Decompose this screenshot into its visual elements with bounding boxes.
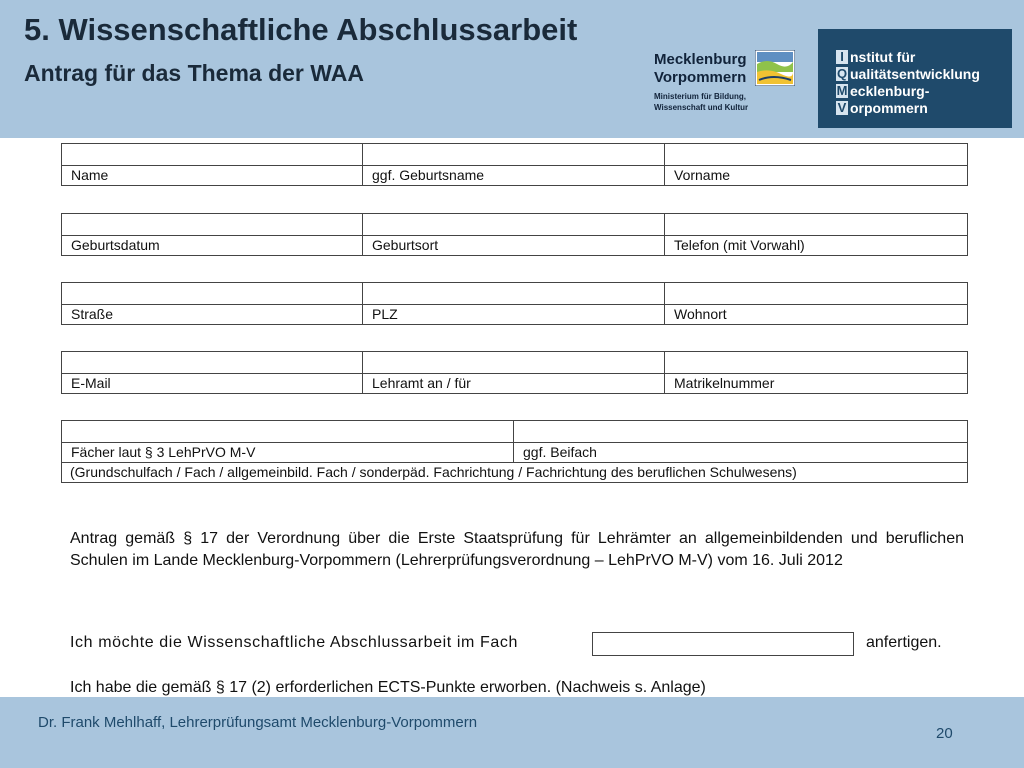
iq-row-4 <box>836 99 928 116</box>
iq-letter: V <box>837 99 847 115</box>
form-group-subjects <box>61 420 968 483</box>
subjects-field[interactable] <box>62 421 514 443</box>
footer-band <box>0 697 1024 768</box>
antrag-paragraph: Antrag gemäß § 17 der Verordnung über die Erste Staatsprüfung für Lehrämter an allgemeinbildenden und beruflichen Schulen im Lande Mecklenburg-Vorpommern (Lehrerprüfungsverordnung – LehPrVO M-V) vom 16. Juli 2012 <box>70 530 964 569</box>
name-field[interactable] <box>62 144 363 166</box>
iq-word: ecklenburg- <box>850 82 930 99</box>
iq-letter: I <box>836 50 848 64</box>
secondary-subject-label: ggf. Beifach <box>514 443 968 463</box>
form-group-birth <box>61 213 968 256</box>
iqmv-logo <box>818 29 1012 128</box>
page-number: 20 <box>936 725 953 742</box>
birthname-label: ggf. Geburtsname <box>363 166 665 186</box>
teaching-label: Lehramt an / für <box>363 374 665 394</box>
phone-field[interactable] <box>665 214 968 236</box>
matriculation-label: Matrikelnummer <box>665 374 968 394</box>
birthdate-field[interactable] <box>62 214 363 236</box>
slide-title: 5. Wissenschaftliche Abschlussarbeit <box>24 12 578 47</box>
mv-emblem-icon <box>755 50 795 86</box>
street-label: Straße <box>62 305 363 325</box>
mv-logo-sub2: Wissenschaft und Kultur <box>654 103 749 112</box>
birthname-field[interactable] <box>363 144 665 166</box>
header-band <box>0 0 1024 138</box>
zip-label: PLZ <box>363 305 665 325</box>
city-field[interactable] <box>665 283 968 305</box>
ects-statement: Ich habe die gemäß § 17 (2) erforderlichen ECTS-Punkte erworben. (Nachweis s. Anlage) <box>70 679 706 696</box>
iq-letter: Q <box>836 65 848 81</box>
city-label: Wohnort <box>665 305 968 325</box>
zip-field[interactable] <box>363 283 665 305</box>
form-group-name <box>61 143 968 186</box>
phone-label: Telefon (mit Vorwahl) <box>665 236 968 256</box>
slide-subtitle: Antrag für das Thema der WAA <box>24 60 364 86</box>
firstname-field[interactable] <box>665 144 968 166</box>
mv-logo-line1: Mecklenburg <box>654 51 747 68</box>
birthplace-field[interactable] <box>363 214 665 236</box>
birthdate-label: Geburtsdatum <box>62 236 363 256</box>
email-field[interactable] <box>62 352 363 374</box>
mv-logo-sub1: Ministerium für Bildung, <box>654 92 746 101</box>
iq-row-2 <box>836 65 980 82</box>
fach-text-after: anfertigen. <box>866 634 942 651</box>
fach-text-before: Ich möchte die Wissenschaftliche Abschlussarbeit im Fach <box>70 634 518 651</box>
iq-row-3 <box>836 82 929 99</box>
email-label: E-Mail <box>62 374 363 394</box>
street-field[interactable] <box>62 283 363 305</box>
iq-word: ualitätsentwicklung <box>850 65 980 82</box>
name-label: Name <box>62 166 363 186</box>
iq-word: orpommern <box>850 99 928 116</box>
form-group-contact <box>61 351 968 394</box>
matriculation-field[interactable] <box>665 352 968 374</box>
secondary-subject-field[interactable] <box>514 421 968 443</box>
form-group-address <box>61 282 968 325</box>
subjects-label: Fächer laut § 3 LehPrVO M-V <box>62 443 514 463</box>
fach-input[interactable] <box>592 632 854 656</box>
iq-word: nstitut für <box>850 48 916 65</box>
subjects-note: (Grundschulfach / Fach / allgemeinbild. Fach / sonderpäd. Fachrichtung / Fachrichtung des beruflichen Schulwesens) <box>62 463 968 483</box>
mv-ministry-logo <box>650 48 800 118</box>
fach-sentence <box>70 632 960 656</box>
birthplace-label: Geburtsort <box>363 236 665 256</box>
iq-row-1 <box>836 48 915 65</box>
firstname-label: Vorname <box>665 166 968 186</box>
mv-logo-line2: Vorpommern <box>654 69 747 86</box>
footer-author: Dr. Frank Mehlhaff, Lehrerprüfungsamt Mecklenburg-Vorpommern <box>38 714 478 731</box>
teaching-field[interactable] <box>363 352 665 374</box>
iq-letter: M <box>836 82 848 98</box>
